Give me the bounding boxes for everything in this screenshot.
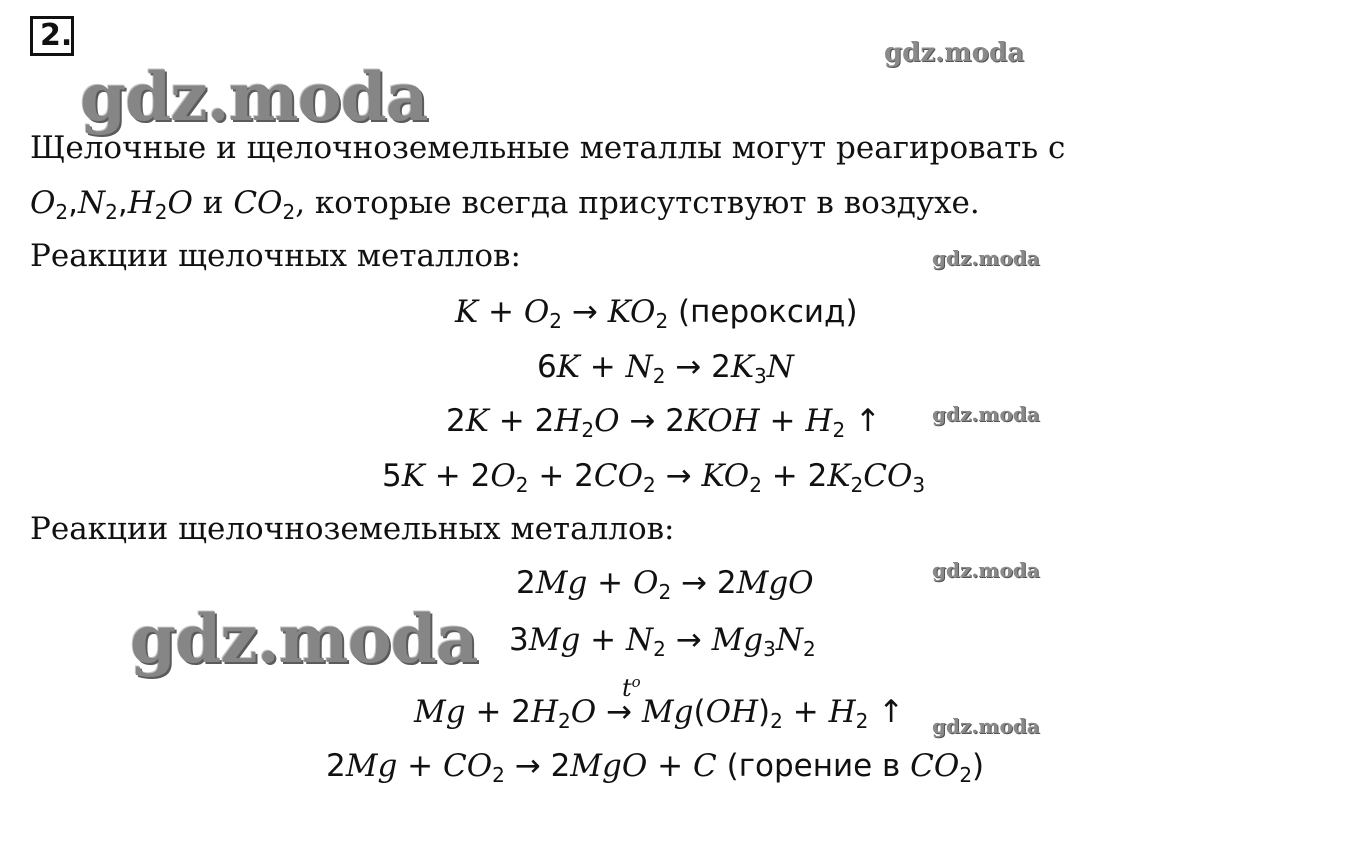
watermark-small-2: gdz.moda bbox=[932, 246, 1040, 270]
alkali-reaction-2: $6K + N_2 \to 2K_3N$ bbox=[537, 349, 794, 388]
intro-line-2: $O_2,N_2,H_2O$ и $CO_2$, которые всегда присутствуют в воздухе. bbox=[30, 185, 980, 224]
task-number: 2. bbox=[30, 16, 74, 56]
alkali-reaction-1: $K + O_2 \to KO_2$ (пероксид) bbox=[455, 294, 858, 333]
intro-line-1: Щелочные и щелочноземельные металлы могут реагировать с bbox=[30, 130, 1066, 166]
watermark-small-4: gdz.moda bbox=[932, 558, 1040, 582]
alkaline-earth-heading: Реакции щелочноземельных металлов: bbox=[30, 511, 675, 547]
alkaline-earth-reaction-2: $3Mg + N_2 \to Mg_3N_2$ bbox=[509, 622, 816, 661]
alkali-heading: Реакции щелочных металлов: bbox=[30, 238, 521, 274]
reaction-condition: $t^o$ bbox=[622, 673, 641, 702]
alkaline-earth-reaction-3: $Mg + 2H_2O \to Mg(OH)_2 + H_2$ ↑ bbox=[414, 694, 905, 733]
alkaline-earth-reaction-4: $2Mg + CO_2 \to 2MgO + C$ (горение в $CO_2$) bbox=[326, 748, 985, 787]
alkali-reaction-4: $5K + 2O_2 + 2CO_2 \to KO_2 + 2K_2CO_3$ bbox=[382, 458, 926, 497]
watermark-small-1: gdz.moda bbox=[884, 38, 1025, 68]
watermark-small-3: gdz.moda bbox=[932, 402, 1040, 426]
watermark-large-top: gdz.moda bbox=[80, 58, 428, 136]
watermark-small-5: gdz.moda bbox=[932, 714, 1040, 738]
alkaline-earth-reaction-1: $2Mg + O_2 \to 2MgO$ bbox=[516, 565, 814, 604]
watermark-large-middle: gdz.moda bbox=[130, 600, 478, 678]
alkali-reaction-3: $2K + 2H_2O \to 2KOH + H_2$ ↑ bbox=[446, 403, 882, 442]
